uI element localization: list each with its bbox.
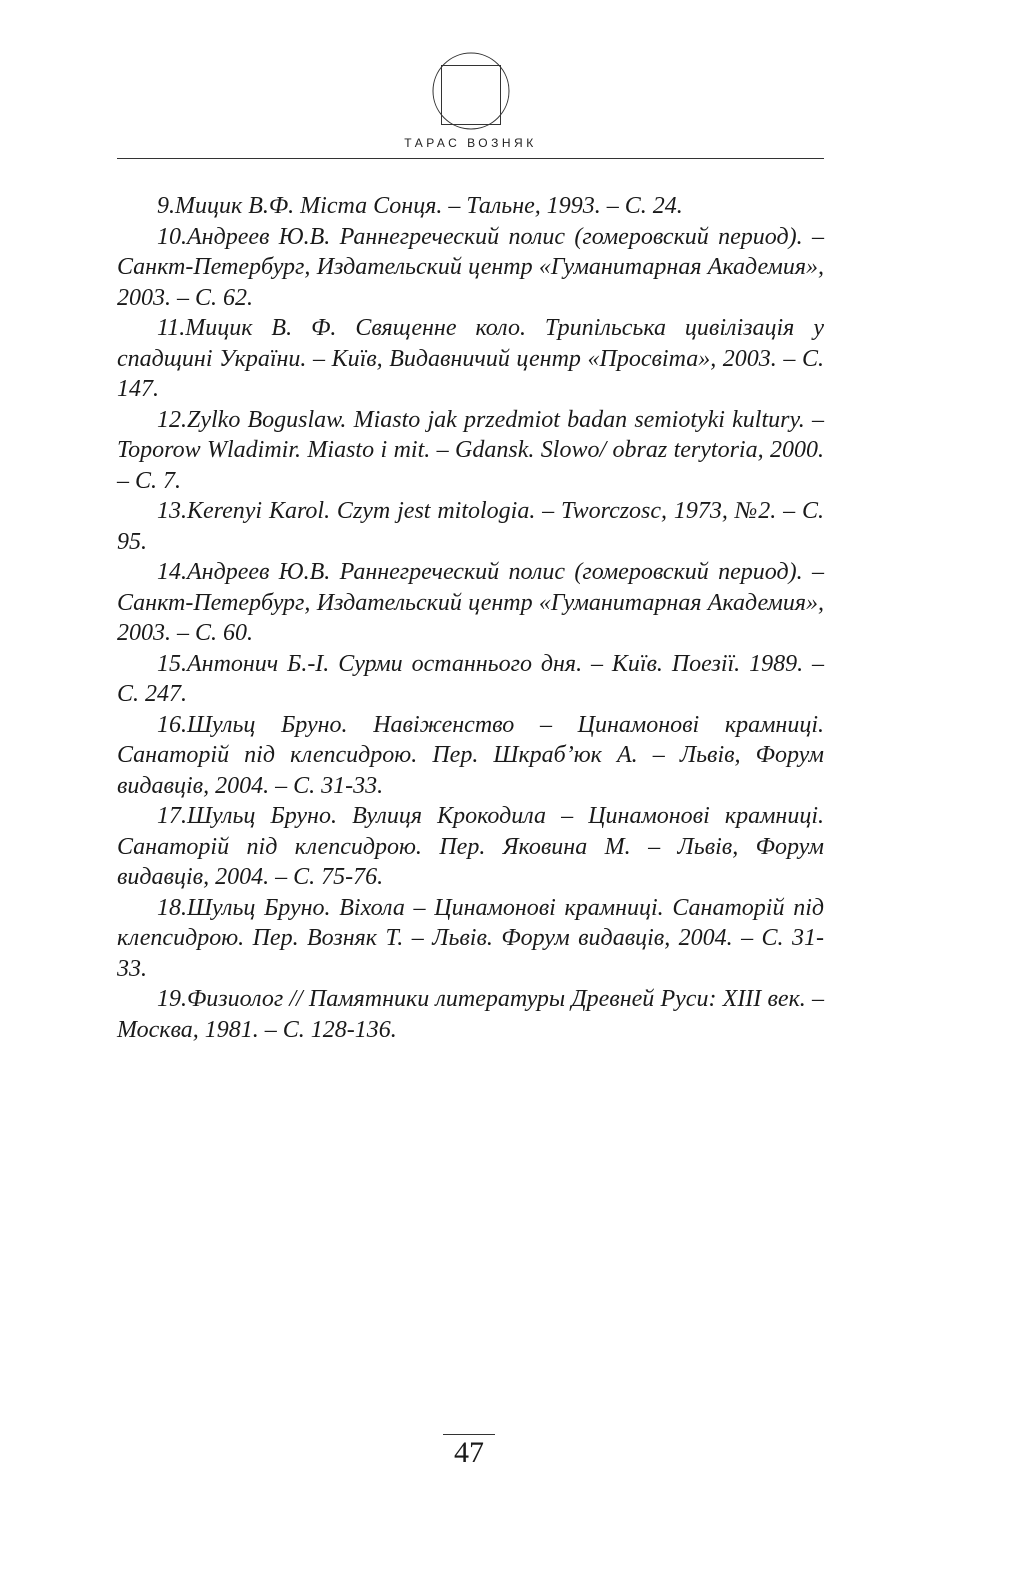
reference-item: 15.Антонич Б.-І. Сурми останнього дня. – Київ. Поезії. 1989. – С. 247. — [117, 650, 824, 707]
reference-item: 19.Физиолог // Памятники литературы Древней Руси: XIII век. – Москва, 1981. – С. 128-136. — [117, 986, 824, 1043]
reference-list — [117, 191, 824, 1045]
reference-item: 11.Мицик В. Ф. Священне коло. Трипільська цивілізація у спадщині України. – Київ, Видавничий центр «Просвіта», 2003. – С. 147. — [117, 315, 824, 402]
running-head: ТАРАС ВОЗНЯК — [404, 136, 537, 150]
circle-square-emblem-icon — [431, 51, 511, 131]
header-rule — [117, 158, 824, 159]
page-number: 47 — [443, 1434, 495, 1471]
reference-item: 10.Андреев Ю.В. Раннегреческий полис (гомеровский период). – Санкт-Петербург, Издательский центр «Гуманитарная Академия», 2003. – С. 62. — [117, 223, 824, 311]
reference-item: 14.Андреев Ю.В. Раннегреческий полис (гомеровский период). – Санкт-Петербург, Издательский центр «Гуманитарная Академия», 2003. – С. 60. — [117, 559, 824, 646]
reference-item: 9.Мицик В.Ф. Міста Сонця. – Тальне, 1993. – С. 24. — [157, 193, 683, 219]
reference-item: 17.Шульц Бруно. Вулиця Крокодила – Цинамонові крамниці. Санаторій під клепсидрою. Пер. Яковина М. – Львів, Форум видавців, 2004. – С. 75-76. — [117, 803, 824, 890]
reference-item: 18.Шульц Бруно. Віхола – Цинамонові крамниці. Санаторій під клепсидрою. Пер. Возняк Т. – Львів. Форум видавців, 2004. – С. 31-33. — [117, 894, 824, 982]
reference-item: 16.Шульц Бруно. Навіженство – Цинамонові крамниці. Санаторій під клепсидрою. Пер. Шкраб’юк А. – Львів, Форум видавців, 2004. – С. 31-33. — [117, 711, 824, 799]
reference-item: 13.Kerenyi Karol. Czym jest mitologia. – Tworczosc, 1973, №2. – С. 95. — [117, 498, 824, 555]
reference-item: 12.Zylko Boguslaw. Miasto jak przedmiot badan semiotyki kultury. – Toporow Wladimir. Miasto i mit. – Gdansk. Slowo/ obraz terytoria, 2000. – С. 7. — [117, 406, 824, 494]
